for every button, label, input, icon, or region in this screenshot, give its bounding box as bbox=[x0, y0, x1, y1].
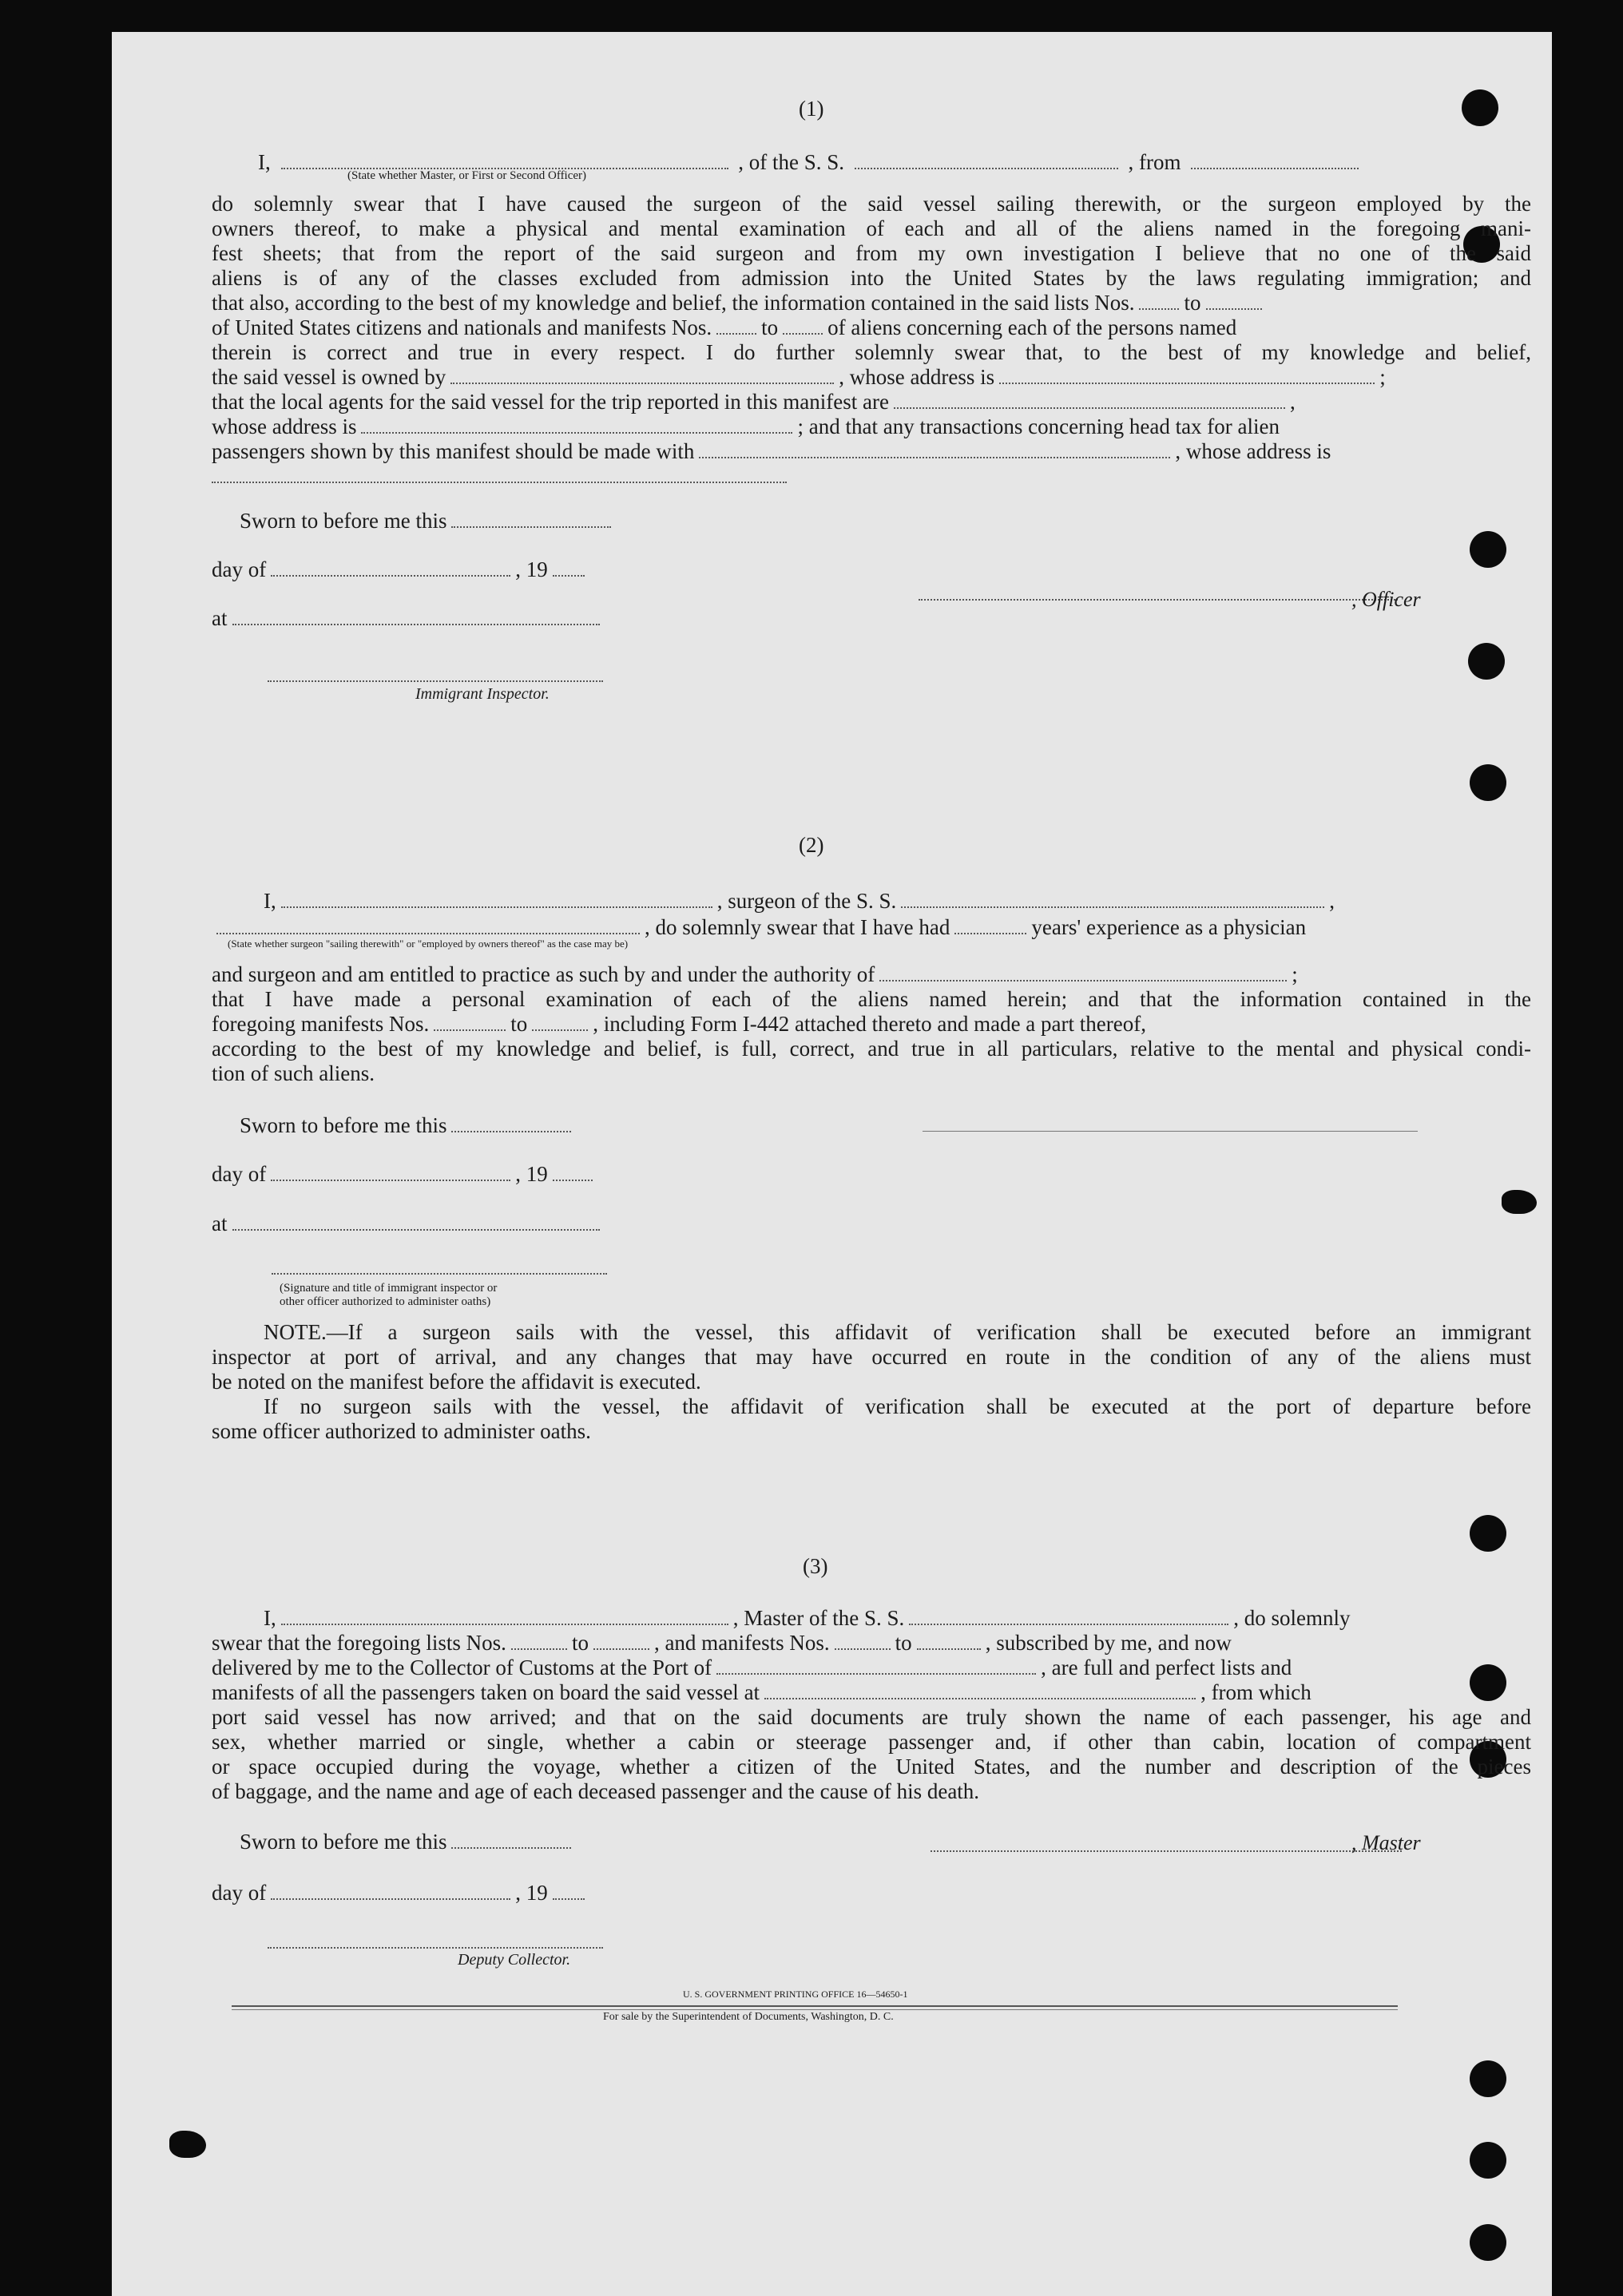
oath-text-line: that the local agents for the said vessel for the trip reported in this manifest are , bbox=[212, 390, 1296, 414]
officer-label: , Officer bbox=[1351, 588, 1421, 611]
oath-text-line: that also, according to the best of my knowledge and belief, the information contained in the said lists Nos. to bbox=[212, 290, 1267, 315]
master-line: I, , Master of the S. S. , do solemnly bbox=[264, 1606, 1351, 1630]
master-label: , Master bbox=[1351, 1831, 1421, 1854]
surgeon-text-line: and surgeon and am entitled to practice as such by and under the authority of ; bbox=[212, 962, 1298, 986]
punch-hole bbox=[1462, 89, 1498, 126]
form-sheet bbox=[112, 32, 1552, 2296]
note-paragraph: be noted on the manifest before the affidavit is executed. bbox=[212, 1370, 701, 1394]
rule-line bbox=[923, 1131, 1418, 1132]
master-text-line: port said vessel has now arrived; and that on the said documents are truly shown the name of each passenger, his age and bbox=[212, 1705, 1531, 1729]
ink-blot bbox=[1502, 1190, 1537, 1214]
punch-hole bbox=[1470, 764, 1506, 801]
master-signature-line bbox=[931, 1850, 1402, 1852]
punch-hole bbox=[1470, 1515, 1506, 1552]
officer-signature-line bbox=[919, 599, 1398, 601]
of-ss-label: , of the S. S. bbox=[738, 150, 845, 174]
surgeon-text-line: according to the best of my knowledge and belief, is full, correct, and true in all particulars, relative to the mental and physical condi- bbox=[212, 1037, 1531, 1061]
oath-text-line: owners thereof, to make a physical and mental examination of each and all of the aliens named in the foregoing mani- bbox=[212, 216, 1531, 240]
footer-rule bbox=[232, 2005, 1398, 2007]
footer-rule bbox=[232, 2009, 1398, 2010]
master-text-line: or space occupied during the voyage, whether a citizen of the United States, and the number and description of the pieces bbox=[212, 1755, 1531, 1779]
address-line bbox=[212, 482, 787, 483]
sworn-label-3: Sworn to before me this bbox=[240, 1829, 576, 1854]
inspector-signature-line-2 bbox=[272, 1273, 607, 1275]
master-text-line: of baggage, and the name and age of each deceased passenger and the cause of his death. bbox=[212, 1779, 980, 1803]
signature-hint: other officer authorized to administer oaths) bbox=[280, 1295, 491, 1308]
oath-text-line: fest sheets; that from the report of the said surgeon and from my own investigation I believe that no one of the said bbox=[212, 241, 1531, 265]
surgeon-text-line: foregoing manifests Nos. to , including Form I-442 attached thereto and made a part thereof, bbox=[212, 1012, 1146, 1036]
inspector-label-1: Immigrant Inspector. bbox=[415, 685, 550, 703]
deputy-collector-label: Deputy Collector. bbox=[458, 1951, 571, 1969]
oath-text-line: whose address is ; and that any transactions concerning head tax for alien bbox=[212, 414, 1280, 438]
day-of-label-1: day of , 19 bbox=[212, 557, 589, 582]
oath-text-line: aliens is of any of the classes excluded from admission into the United States by the laws regulating immigration; and bbox=[212, 266, 1531, 290]
master-text-line: delivered by me to the Collector of Customs at the Port of , are full and perfect lists and bbox=[212, 1656, 1292, 1679]
note-paragraph: NOTE.—If a surgeon sails with the vessel, this affidavit of verification shall be executed before an immigrant bbox=[264, 1320, 1531, 1344]
day-of-label-2: day of , 19 bbox=[212, 1161, 597, 1187]
punch-hole bbox=[1470, 2224, 1506, 2261]
word-i: I, bbox=[258, 150, 271, 174]
oath-text-line: passengers shown by this manifest should be made with , whose address is bbox=[212, 439, 1331, 463]
oath-text-line: do solemnly swear that I have caused the surgeon of the said vessel sailing therewith, or the surgeon employed by the bbox=[212, 192, 1531, 216]
note-paragraph: some officer authorized to administer oaths. bbox=[212, 1419, 591, 1443]
at-label-1: at bbox=[212, 605, 605, 631]
day-of-label-3: day of , 19 bbox=[212, 1880, 589, 1905]
collector-signature-line bbox=[268, 1947, 603, 1949]
surgeon-text-line: that I have made a personal examination of each of the aliens named herein; and that the information contained in the bbox=[212, 987, 1531, 1011]
inspector-signature-line bbox=[268, 680, 603, 682]
master-text-line: sex, whether married or single, whether a cabin or steerage passenger and, if other than cabin, location of compartment bbox=[212, 1730, 1531, 1754]
surgeon-text-line: tion of such aliens. bbox=[212, 1061, 375, 1085]
oath-text-line: therein is correct and true in every respect. I do further solemnly swear that, to the best of my knowledge and belief, bbox=[212, 340, 1531, 364]
surgeon-line: I, , surgeon of the S. S. , bbox=[264, 889, 1335, 913]
printing-office-line: U. S. GOVERNMENT PRINTING OFFICE 16—54650-1 bbox=[683, 1989, 908, 2000]
ink-blot bbox=[169, 2131, 206, 2158]
sale-notice: For sale by the Superintendent of Documents, Washington, D. C. bbox=[603, 2011, 894, 2023]
note-paragraph: If no surgeon sails with the vessel, the affidavit of verification shall be executed at the port of departure before bbox=[264, 1394, 1531, 1418]
oath-text-line: the said vessel is owned by , whose address is ; bbox=[212, 365, 1386, 389]
sworn-label-2: Sworn to before me this bbox=[240, 1112, 576, 1138]
section-2-number: (2) bbox=[799, 833, 824, 857]
punch-hole bbox=[1470, 2060, 1506, 2097]
punch-hole bbox=[1470, 1664, 1506, 1701]
master-text-line: manifests of all the passengers taken on board the said vessel at , from which bbox=[212, 1680, 1311, 1704]
surgeon-hint: (State whether surgeon "sailing therewith" or "employed by owners thereof" as the case may be) bbox=[228, 938, 629, 950]
section-3-number: (3) bbox=[803, 1554, 828, 1578]
surgeon-experience-line: , do solemnly swear that I have had years' experience as a physician bbox=[212, 914, 1306, 940]
oath-text-line: of United States citizens and nationals and manifests Nos. to of aliens concerning each of the persons named bbox=[212, 315, 1237, 339]
sworn-label-1: Sworn to before me this bbox=[240, 508, 616, 533]
signature-hint: (Signature and title of immigrant inspector or bbox=[280, 1282, 498, 1295]
master-text-line: swear that the foregoing lists Nos. to , and manifests Nos. to , subscribed by me, and now bbox=[212, 1631, 1232, 1655]
master-hint: (State whether Master, or First or Second Officer) bbox=[347, 169, 587, 182]
punch-hole bbox=[1468, 643, 1505, 680]
section-1-number: (1) bbox=[799, 97, 824, 121]
punch-hole bbox=[1470, 2142, 1506, 2179]
note-paragraph: inspector at port of arrival, and any changes that may have occurred en route in the condition of any of the aliens must bbox=[212, 1345, 1531, 1369]
punch-hole bbox=[1470, 531, 1506, 568]
from-label: , from bbox=[1128, 150, 1181, 174]
at-label-2: at bbox=[212, 1211, 605, 1236]
